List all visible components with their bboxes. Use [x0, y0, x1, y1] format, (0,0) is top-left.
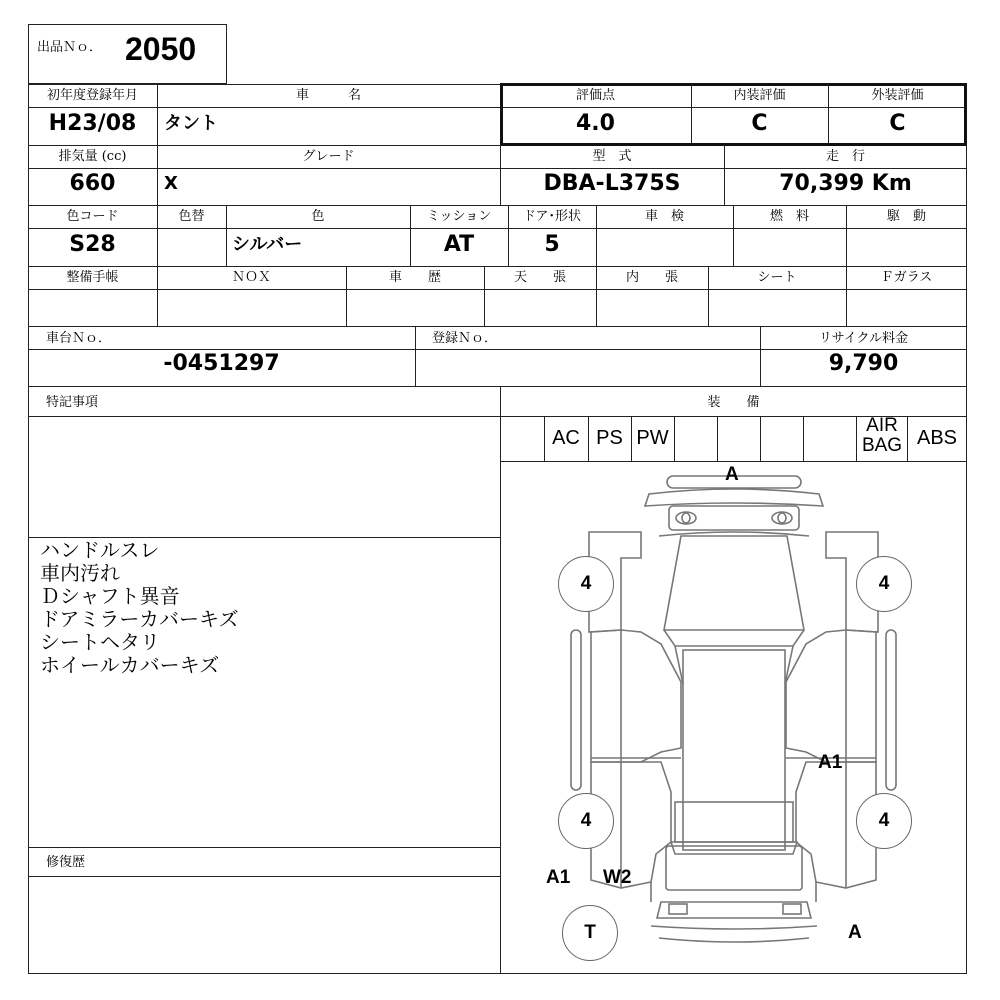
- equipment-label: 装 備: [707, 395, 760, 410]
- tyre-rear-right: 4: [856, 793, 912, 849]
- repair-history-label: 修復歴: [46, 855, 86, 870]
- model-value: DBA-L375S: [543, 171, 681, 196]
- interior-score-label: 内装評価: [733, 88, 786, 103]
- mileage-value: 70,399 Km: [779, 171, 912, 196]
- recycle-value: 9,790: [828, 351, 899, 376]
- tyre-front-right: 4: [856, 556, 912, 612]
- special-notes-label: 特記事項: [46, 395, 99, 410]
- grade-label: グレード: [302, 149, 355, 164]
- front-damage-mark: A: [725, 464, 739, 485]
- roof-label: 天 張: [513, 270, 566, 285]
- score-value: 4.0: [576, 111, 615, 136]
- color-change-label: 色替: [178, 209, 205, 224]
- right-side-damage-mark: A1: [818, 752, 843, 773]
- tyre-front-left: 4: [558, 556, 614, 612]
- equipment-airbag: AIR BAG: [861, 415, 903, 456]
- transmission-value: AT: [443, 232, 475, 257]
- note-item: シートヘタリ: [40, 630, 160, 654]
- model-label: 型 式: [592, 149, 632, 164]
- equipment-ac: AC: [552, 427, 580, 449]
- lot-number-box: [28, 24, 227, 84]
- transmission-label: ミッション: [426, 209, 492, 224]
- equipment-abs: ABS: [916, 427, 958, 449]
- tyre-rear-left: 4: [558, 793, 614, 849]
- rear-damage-mark: A: [848, 922, 862, 943]
- score-label: 評価点: [575, 88, 615, 103]
- displacement-value: 660: [69, 171, 116, 196]
- grade-value: X: [164, 173, 178, 194]
- color-code-value: S28: [69, 232, 116, 257]
- rear-center-damage-mark: W2: [603, 867, 632, 888]
- special-notes-list: [40, 539, 239, 677]
- car-name-label: 車 名: [295, 88, 361, 103]
- color-code-label: 色コード: [66, 209, 119, 224]
- note-item: Ｄシャフト異音: [40, 584, 180, 608]
- note-item: ホイールカバーキズ: [40, 653, 220, 677]
- first-reg-label: 初年度登録年月: [46, 88, 138, 103]
- history-label: 車 歴: [388, 270, 441, 285]
- fuel-label: 燃 料: [769, 209, 809, 224]
- car-body-diagram: [501, 462, 966, 973]
- rear-left-damage-mark: A1: [546, 867, 571, 888]
- mileage-label: 走 行: [825, 149, 865, 164]
- first-reg-value: H23/08: [48, 111, 137, 136]
- doors-value: 5: [544, 232, 560, 257]
- car-name-value: タント: [164, 113, 218, 134]
- note-item: ドアミラーカバーキズ: [40, 607, 239, 631]
- seat-label: シート: [757, 270, 797, 285]
- equipment-pw: PW: [636, 427, 669, 449]
- inspection-label: 車 検: [644, 209, 684, 224]
- color-value: シルバー: [232, 234, 303, 255]
- interior-lining-label: 内 張: [625, 270, 678, 285]
- maintenance-label: 整備手帳: [66, 270, 119, 285]
- lot-number-label: 出品Ｎｏ．: [37, 40, 103, 55]
- registration-label: 登録Ｎｏ．: [432, 331, 498, 346]
- drive-label: 駆 動: [886, 209, 926, 224]
- fglass-label: Ｆガラス: [880, 270, 933, 285]
- interior-score-value: C: [751, 111, 768, 136]
- nox-label: ＮＯＸ: [231, 270, 271, 285]
- note-item: ハンドルスレ: [40, 538, 160, 562]
- color-label: 色: [311, 209, 325, 224]
- displacement-label: 排気量 (cc): [58, 149, 127, 164]
- exterior-score-label: 外装評価: [871, 88, 924, 103]
- lot-number-value: 2050: [125, 31, 197, 67]
- note-item: 車内汚れ: [40, 561, 120, 585]
- doors-label: ドア･形状: [522, 209, 582, 224]
- recycle-label: リサイクル料金: [818, 331, 909, 346]
- exterior-score-value: C: [889, 111, 906, 136]
- spare-tyre: T: [562, 905, 618, 961]
- chassis-label: 車台Ｎｏ．: [46, 331, 112, 346]
- equipment-ps: PS: [596, 427, 623, 449]
- chassis-value: -0451297: [163, 351, 280, 376]
